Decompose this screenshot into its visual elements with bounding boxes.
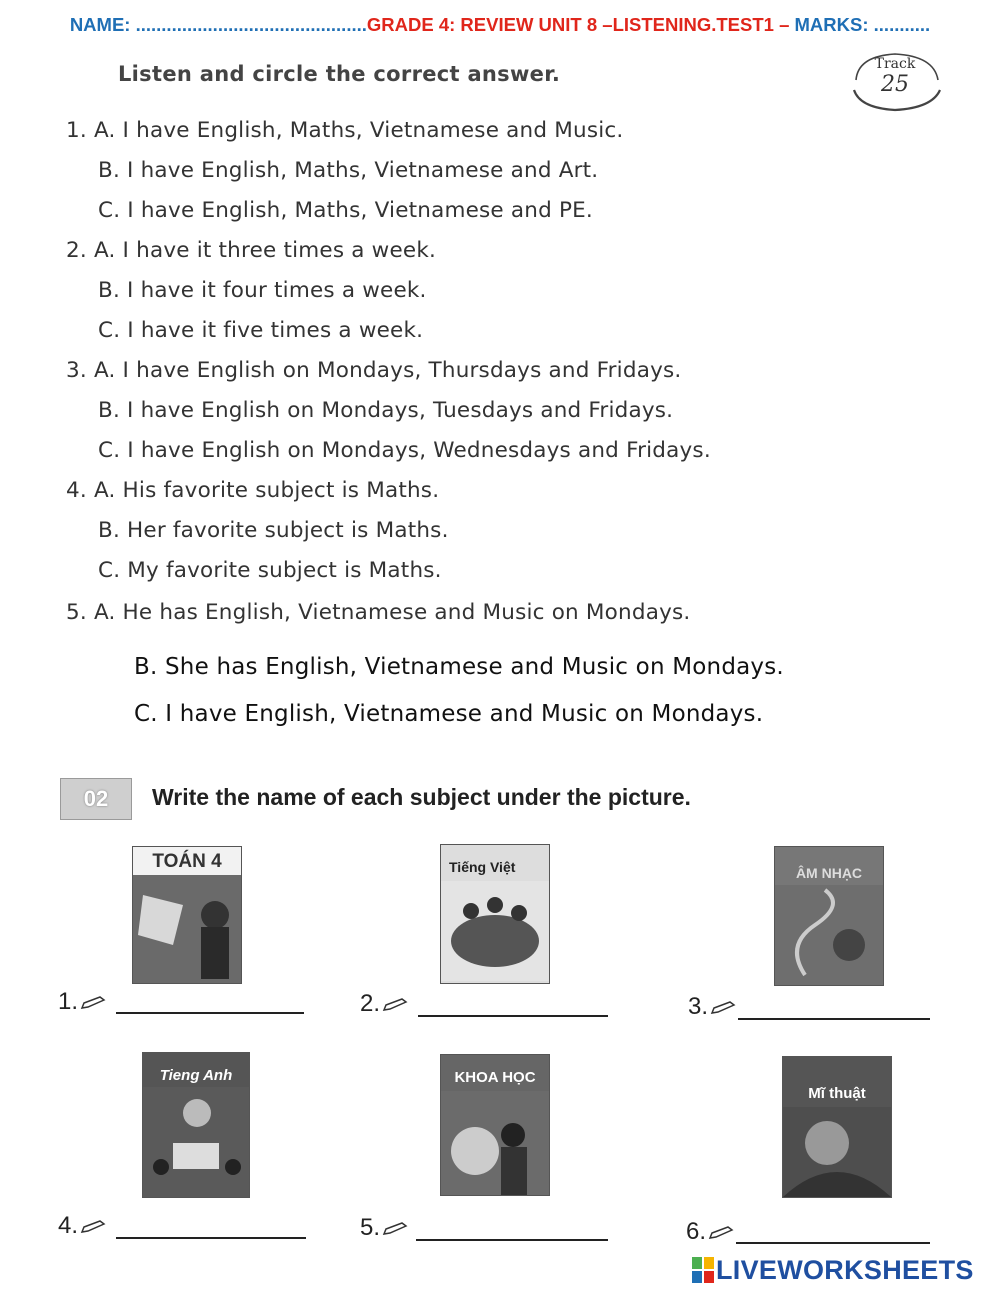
question-5-option-a[interactable]: 5. A. He has English, Vietnamese and Music on Mondays. <box>66 600 691 625</box>
section-badge: 02 <box>60 778 132 820</box>
book-cover-title: ÂM NHẠC <box>795 865 863 881</box>
question-4-option-c[interactable]: C. My favorite subject is Maths. <box>98 558 442 583</box>
english-illustration-icon <box>143 1087 249 1197</box>
book-cover-maths <box>132 846 242 984</box>
book-cover-music <box>774 846 884 986</box>
maths-illustration-icon <box>133 875 241 984</box>
track-label: Track <box>874 56 916 72</box>
write-instruction: Write the name of each subject under the picture. <box>152 784 691 810</box>
answer-line-4[interactable] <box>116 1237 306 1239</box>
book-cover-title: Tieng Anh <box>159 1067 233 1084</box>
question-5-option-c[interactable]: C. I have English, Vietnamese and Music on Mondays. <box>134 701 764 727</box>
pencil-icon <box>708 1226 734 1240</box>
answer-line-1[interactable] <box>116 1012 304 1014</box>
question-5-option-b[interactable]: B. She has English, Vietnamese and Music on Mondays. <box>134 654 784 680</box>
answer-number: 4. <box>58 1212 79 1239</box>
question-4-option-a[interactable]: 4. A. His favorite subject is Maths. <box>66 478 440 503</box>
name-label: NAME: ............................................. <box>69 14 367 35</box>
answer-1 <box>58 988 106 1016</box>
music-illustration-icon <box>775 885 883 985</box>
question-1-option-a[interactable]: 1. A. I have English, Maths, Vietnamese and Music. <box>66 118 624 143</box>
question-3-option-b[interactable]: B. I have English on Mondays, Tuesdays and Fridays. <box>98 398 674 423</box>
art-illustration-icon <box>783 1107 891 1197</box>
book-cover-title: Mĩ thuật <box>808 1085 866 1102</box>
worksheet-header <box>0 14 1000 36</box>
logo-blocks-icon <box>692 1257 714 1283</box>
marks-label: MARKS: ........... <box>794 14 931 35</box>
logo-text: LIVEWORKSHEETS <box>716 1255 974 1285</box>
book-cover-vietnamese <box>440 844 550 984</box>
question-3-option-c[interactable]: C. I have English on Mondays, Wednesdays and Fridays. <box>98 438 711 463</box>
answer-2 <box>360 990 408 1018</box>
science-illustration-icon <box>441 1091 549 1195</box>
section-2-heading <box>60 776 820 822</box>
question-1-option-c[interactable]: C. I have English, Maths, Vietnamese and PE. <box>98 198 593 223</box>
pencil-icon <box>80 996 106 1010</box>
question-2-option-c[interactable]: C. I have it five times a week. <box>98 318 424 343</box>
answer-6 <box>686 1218 734 1246</box>
answer-4 <box>58 1212 106 1240</box>
question-2-option-a[interactable]: 2. A. I have it three times a week. <box>66 238 437 263</box>
answer-line-5[interactable] <box>416 1239 608 1241</box>
pencil-icon <box>382 1222 408 1236</box>
question-1-option-b[interactable]: B. I have English, Maths, Vietnamese and Art. <box>98 158 599 183</box>
answer-3 <box>688 993 736 1021</box>
answer-line-6[interactable] <box>736 1242 930 1244</box>
grade-title: GRADE 4: REVIEW UNIT 8 –LISTENING.TEST1 – <box>366 14 795 35</box>
answer-number: 5. <box>360 1214 381 1241</box>
answer-number: 6. <box>686 1218 707 1245</box>
book-cover-title: KHOA HỌC <box>454 1069 536 1086</box>
track-number: 25 <box>881 72 909 97</box>
answer-number: 1. <box>58 988 79 1015</box>
listening-instruction: Listen and circle the correct answer. <box>118 62 561 86</box>
answer-5 <box>360 1214 408 1242</box>
pencil-icon <box>710 1001 736 1015</box>
pencil-icon <box>382 998 408 1012</box>
pencil-icon <box>80 1220 106 1234</box>
book-cover-english <box>142 1052 250 1198</box>
question-3-option-a[interactable]: 3. A. I have English on Mondays, Thursdays and Fridays. <box>66 358 682 383</box>
answer-number: 3. <box>688 993 709 1020</box>
answer-line-3[interactable] <box>738 1018 930 1020</box>
answer-number: 2. <box>360 990 381 1017</box>
vietnamese-illustration-icon <box>441 881 549 981</box>
track-badge <box>846 50 944 112</box>
question-2-option-b[interactable]: B. I have it four times a week. <box>98 278 427 303</box>
book-cover-title: TOÁN 4 <box>152 851 222 872</box>
question-4-option-b[interactable]: B. Her favorite subject is Maths. <box>98 518 449 543</box>
book-cover-art <box>782 1056 892 1198</box>
book-cover-science <box>440 1054 550 1196</box>
book-cover-title: Tiếng Việt <box>449 859 516 875</box>
answer-line-2[interactable] <box>418 1015 608 1017</box>
